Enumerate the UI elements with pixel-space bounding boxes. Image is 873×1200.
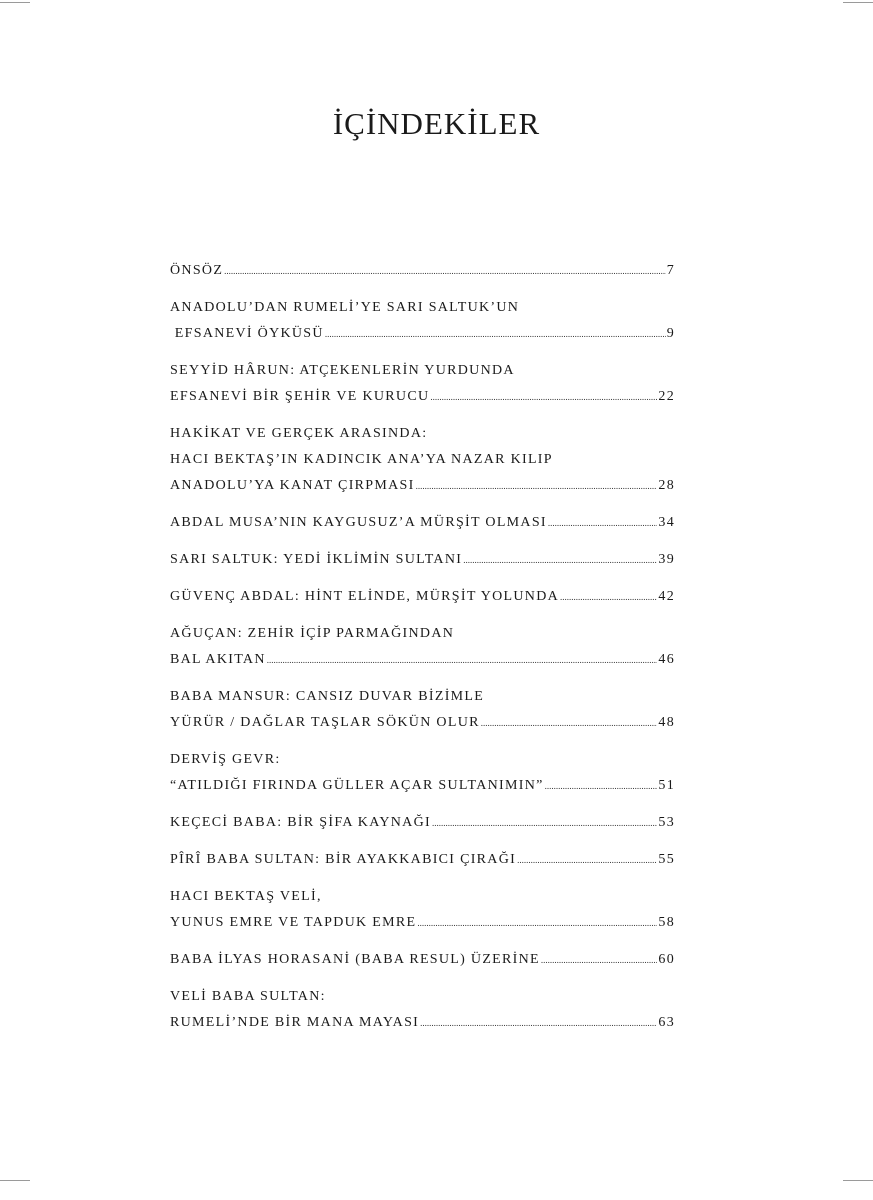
- toc-entry[interactable]: [170, 547, 675, 573]
- toc-entry-title-line: YÜRÜR / DAĞLAR TAŞLAR SÖKÜN OLUR: [170, 715, 480, 730]
- dot-leader: [420, 1010, 657, 1036]
- page-number: 46: [658, 652, 675, 667]
- page-number: 63: [658, 1015, 675, 1030]
- toc-entry-title-line: ABDAL MUSA’NIN KAYGUSUZ’A MÜRŞİT OLMASI: [170, 515, 547, 530]
- toc-entry-title-line: PÎRÎ BABA SULTAN: BİR AYAKKABICI ÇIRAĞI: [170, 852, 517, 867]
- toc-entry-title-line: VELİ BABA SULTAN:: [170, 989, 326, 1004]
- toc-entry-title-line: ANADOLU’DAN RUMELİ’YE SARI SALTUK’UN: [170, 300, 520, 315]
- toc-entry-row: [170, 321, 675, 347]
- page-number: 58: [658, 915, 675, 930]
- dot-leader: [432, 810, 657, 836]
- crop-mark-top-left: [0, 2, 30, 3]
- toc-entry[interactable]: [170, 421, 675, 499]
- toc-entry-row: [170, 584, 675, 610]
- page-number: 7: [666, 263, 675, 278]
- dot-leader: [545, 773, 658, 799]
- toc-entry-title-line: RUMELİ’NDE BİR MANA MAYASI: [170, 1015, 420, 1030]
- dot-leader: [463, 547, 657, 573]
- toc-entry-row: [170, 258, 675, 284]
- page-number: 39: [658, 552, 675, 567]
- toc-entry[interactable]: [170, 747, 675, 799]
- toc-entry-row: [170, 847, 675, 873]
- toc-entry-title-line: HACI BEKTAŞ’IN KADINCIK ANA’YA NAZAR KILIP: [170, 452, 553, 467]
- toc-entry[interactable]: [170, 947, 675, 973]
- toc-entry[interactable]: [170, 847, 675, 873]
- dot-leader: [416, 473, 658, 499]
- page-number: 55: [658, 852, 675, 867]
- toc-entry[interactable]: [170, 884, 675, 936]
- dot-leader: [517, 847, 657, 873]
- dot-leader: [430, 384, 657, 410]
- page-number: 22: [658, 389, 675, 404]
- toc-entry-title-line: ANADOLU’YA KANAT ÇIRPMASI: [170, 478, 415, 493]
- crop-mark-bottom-left: [0, 1180, 30, 1181]
- crop-mark-bottom-right: [843, 1180, 873, 1181]
- toc-entry-title-line: ÖNSÖZ: [170, 263, 224, 278]
- dot-leader: [267, 647, 658, 673]
- toc-entry-title-line: SEYYİD HÂRUN: ATÇEKENLERİN YURDUNDA: [170, 363, 515, 378]
- toc-entry[interactable]: [170, 358, 675, 410]
- page-number: 9: [666, 326, 675, 341]
- dot-leader: [224, 258, 666, 284]
- toc-entry-row: [170, 947, 675, 973]
- toc-entry-title-line: SARI SALTUK: YEDİ İKLİMİN SULTANI: [170, 552, 463, 567]
- toc-entry-row: [170, 547, 675, 573]
- toc-entry-row: [170, 910, 675, 936]
- dot-leader: [481, 710, 658, 736]
- toc-entry-row: [170, 473, 675, 499]
- toc-entry-title-line: YUNUS EMRE VE TAPDUK EMRE: [170, 915, 417, 930]
- toc-entry-title-line: BAL AKITAN: [170, 652, 266, 667]
- toc-entry[interactable]: [170, 584, 675, 610]
- toc-entry[interactable]: [170, 810, 675, 836]
- toc-entry-title-line: EFSANEVİ ÖYKÜSÜ: [170, 326, 324, 341]
- toc-entry-title-line: BABA İLYAS HORASANİ (BABA RESUL) ÜZERİNE: [170, 952, 540, 967]
- toc-entry[interactable]: [170, 258, 675, 284]
- page-number: 34: [658, 515, 675, 530]
- toc-entry[interactable]: [170, 684, 675, 736]
- toc-entry[interactable]: [170, 295, 675, 347]
- page-number: 53: [658, 815, 675, 830]
- toc-entry[interactable]: [170, 510, 675, 536]
- page-number: 28: [658, 478, 675, 493]
- table-of-contents: [170, 258, 675, 1036]
- toc-entry-row: [170, 647, 675, 673]
- toc-entry-row: [170, 384, 675, 410]
- toc-entry-title-line: KEÇECİ BABA: BİR ŞİFA KAYNAĞI: [170, 815, 431, 830]
- dot-leader: [541, 947, 657, 973]
- toc-entry-row: [170, 1010, 675, 1036]
- toc-entry-title-line: “ATILDIĞI FIRINDA GÜLLER AÇAR SULTANIMIN”: [170, 778, 544, 793]
- toc-entry-title-line: DERVİŞ GEVR:: [170, 752, 281, 767]
- toc-entry-title-line: BABA MANSUR: CANSIZ DUVAR BİZİMLE: [170, 689, 485, 704]
- toc-entry[interactable]: [170, 621, 675, 673]
- dot-leader: [560, 584, 657, 610]
- dot-leader: [417, 910, 657, 936]
- dot-leader: [548, 510, 658, 536]
- toc-entry-title-line: HAKİKAT VE GERÇEK ARASINDA:: [170, 426, 428, 441]
- toc-entry-title-line: HACI BEKTAŞ VELİ,: [170, 889, 322, 904]
- page-number: 51: [658, 778, 675, 793]
- toc-entry-row: [170, 710, 675, 736]
- page-title: İÇİNDEKİLER: [332, 106, 541, 141]
- toc-entry[interactable]: [170, 984, 675, 1036]
- page-number: 42: [658, 589, 675, 604]
- toc-entry-row: [170, 773, 675, 799]
- dot-leader: [325, 321, 666, 347]
- page-number: 60: [658, 952, 675, 967]
- page-number: 48: [658, 715, 675, 730]
- toc-entry-title-line: GÜVENÇ ABDAL: HİNT ELİNDE, MÜRŞİT YOLUNDA: [170, 589, 560, 604]
- toc-entry-row: [170, 810, 675, 836]
- toc-entry-row: [170, 510, 675, 536]
- toc-entry-title-line: EFSANEVİ BİR ŞEHİR VE KURUCU: [170, 389, 430, 404]
- crop-mark-top-right: [843, 2, 873, 3]
- toc-entry-title-line: AĞUÇAN: ZEHİR İÇİP PARMAĞINDAN: [170, 626, 455, 641]
